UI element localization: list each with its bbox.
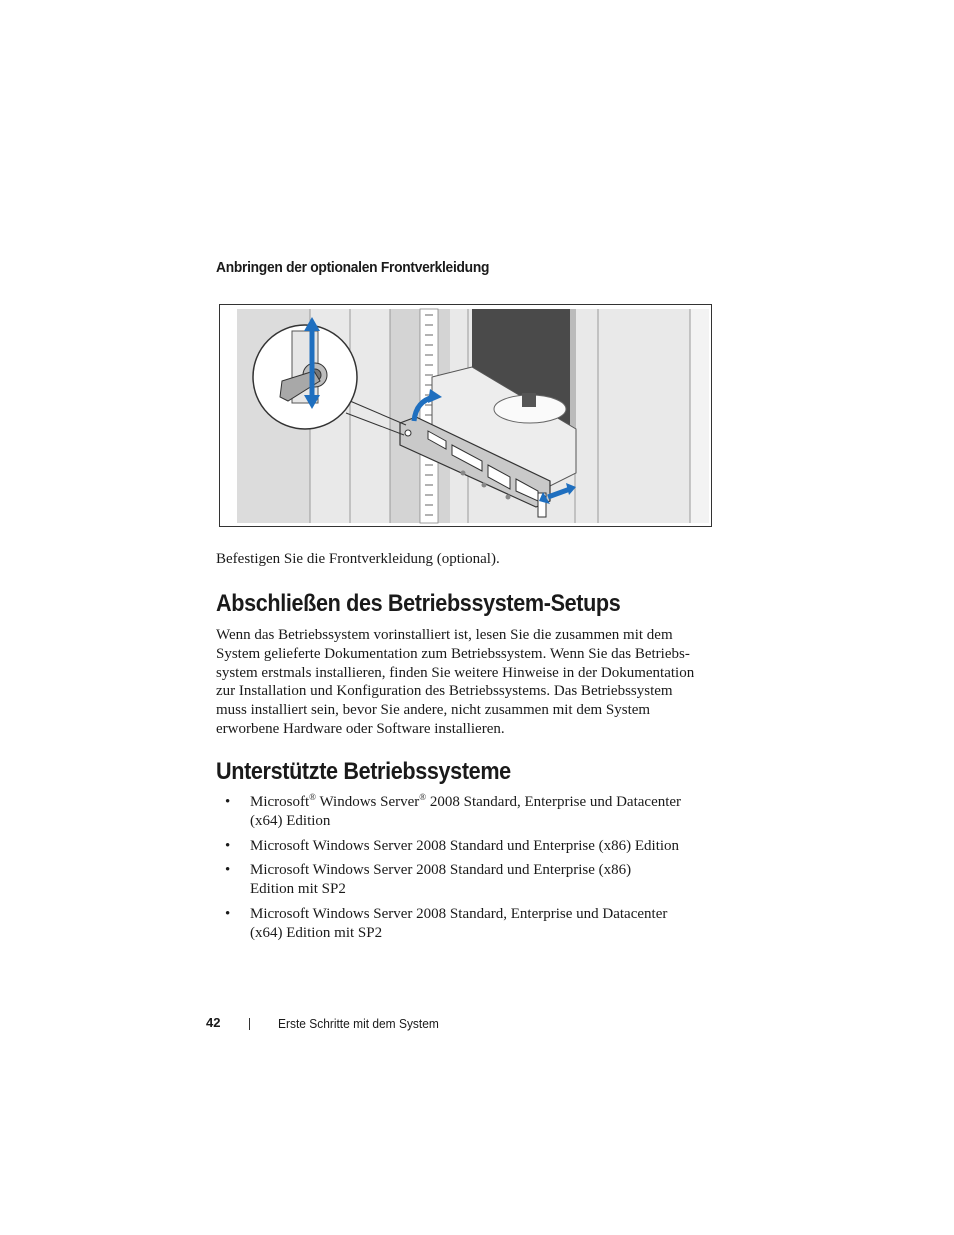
section-heading-setup: Abschließen des Betriebssystem-Setups bbox=[216, 590, 621, 617]
list-item-line: (x64) Edition mit SP2 bbox=[250, 924, 383, 941]
bullet: • bbox=[225, 794, 231, 810]
text-fragment: 2008 Standard, Enterprise und Datacenter bbox=[426, 794, 682, 810]
section-heading-supported-os: Unterstützte Betriebssysteme bbox=[216, 758, 511, 785]
figure-caption: Befestigen Sie die Frontverkleidung (optional). bbox=[216, 551, 500, 567]
paragraph-line: erworbene Hardware oder Software installieren. bbox=[216, 720, 505, 737]
list-item-line: Microsoft Windows Server 2008 Standard, Enterprise und Datacenter bbox=[250, 905, 668, 922]
bullet: • bbox=[225, 837, 231, 854]
bullet: • bbox=[225, 862, 231, 879]
paragraph-line: system erstmals installieren, finden Sie weitere Hinweise in der Dokumentation bbox=[216, 664, 695, 681]
footer-document-title: Erste Schritte mit dem System bbox=[278, 1016, 439, 1031]
supported-os-list bbox=[216, 793, 716, 949]
figure-heading: Anbringen der optionalen Frontverkleidung bbox=[216, 259, 490, 276]
list-item bbox=[216, 793, 716, 831]
paragraph-line: Wenn das Betriebssystem vorinstalliert ist, lesen Sie die zusammen mit dem bbox=[216, 627, 673, 643]
paragraph-line: zur Installation und Konfiguration des Betriebssystems. Das Betriebssystem bbox=[216, 683, 673, 700]
list-item-line: Microsoft Windows Server 2008 Standard und Enterprise (x86) bbox=[250, 862, 632, 879]
registered-mark: ® bbox=[309, 792, 317, 802]
page-number: 42 bbox=[206, 1015, 221, 1030]
list-item bbox=[216, 905, 716, 943]
list-item bbox=[216, 861, 716, 899]
bullet: • bbox=[225, 905, 231, 922]
list-item-line bbox=[250, 793, 716, 812]
list-item-line: Microsoft Windows Server 2008 Standard und Enterprise (x86) Edition bbox=[250, 837, 680, 854]
text-fragment: Microsoft bbox=[250, 794, 310, 810]
text-fragment: Windows Server bbox=[316, 794, 420, 810]
paragraph-line: System gelieferte Dokumentation zum Betriebssystem. Wenn Sie das Betriebs- bbox=[216, 645, 690, 662]
footer-divider bbox=[249, 1018, 250, 1030]
list-item bbox=[216, 837, 716, 856]
list-item-line: (x64) Edition bbox=[250, 812, 331, 829]
registered-mark: ® bbox=[419, 792, 427, 802]
list-item-line: Edition mit SP2 bbox=[250, 881, 346, 898]
paragraph-line: muss installiert sein, bevor Sie andere, nicht zusammen mit dem System bbox=[216, 702, 651, 719]
bezel-installation-illustration bbox=[219, 304, 712, 527]
setup-paragraph bbox=[216, 626, 716, 739]
